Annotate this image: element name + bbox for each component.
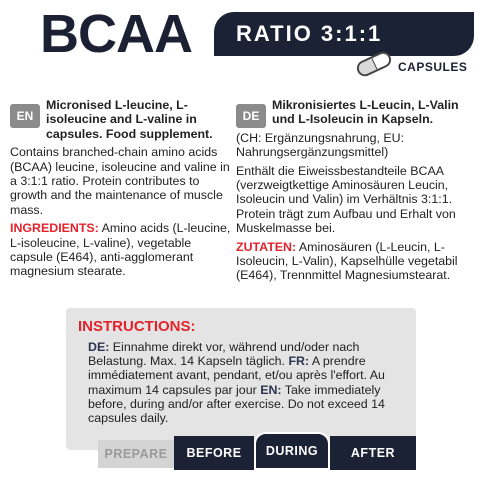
en-ingredients-text: Amino acids (L-leucine, L-isoleucine, L-valine), vegetable capsule (E464), anti-agglomerant magnesium stearate. — [10, 221, 231, 279]
en-ingredients-label: INGREDIENTS: — [10, 221, 99, 236]
de-subheading: (CH: Ergänzungsnahrung, EU: Nahrungsergänzungsmittel) — [236, 130, 405, 160]
tab-during: DURING — [254, 432, 330, 470]
english-column — [10, 98, 232, 279]
product-title: BCAA — [40, 4, 192, 64]
tab-before: BEFORE — [174, 436, 254, 470]
de-heading: Mikronisiertes L-Leucin, L-Valin und L-Isoleucin in Kapseln. — [272, 98, 459, 127]
tab-prepare: PREPARE — [98, 440, 174, 468]
capsules-label: CAPSULES — [398, 60, 468, 74]
instr-en-label: EN: — [260, 382, 282, 397]
de-description: Enthält die Eiweissbestandteile BCAA (verzweigtkettige Aminosäuren Leucin, Isoleucin und Valin) im Verhältnis 3:1:1. Protein trägt zum Aufbau und Erhalt von Muskelmasse bei. — [236, 163, 456, 236]
de-ingredients-text: Aminosäuren (L-Leucin, L-Isoleucin, L-Valin), Kapselhülle vegetabil (E464), Trennmittel Magnesiumstearat. — [236, 239, 458, 283]
instr-fr-text: A prendre immédiatement avant, pendant, et/ou après l'effort. Au maximum 14 capsules par jour — [88, 354, 385, 397]
ratio-banner: RATIO 3:1:1 — [214, 12, 474, 56]
de-ingredients-label: ZUTATEN: — [236, 239, 297, 254]
instr-en-text: Take immediately before, during and/or after exercise. Do not exceed 14 capsules daily. — [88, 382, 385, 426]
en-badge: EN — [10, 104, 40, 128]
en-ingredients — [10, 221, 232, 279]
en-heading: Micronised L-leucine, L-isoleucine and L-valine in capsules. Food supplement. — [46, 98, 213, 141]
instructions-text — [88, 340, 408, 425]
en-description: Contains branched-chain amino acids (BCAA) leucine, isoleucine and valine in a 3:1:1 ratio. Protein contributes to growth and the maintenance of muscle mass. — [10, 145, 230, 217]
de-badge: DE — [236, 104, 266, 128]
instr-de-text: Einnahme direkt vor, während und/oder nach Belastung. Max. 14 Kapseln täglich. — [88, 340, 360, 369]
de-ingredients — [236, 240, 476, 283]
instr-fr-label: FR: — [288, 354, 310, 369]
tab-after: AFTER — [330, 436, 416, 470]
instructions-title: INSTRUCTIONS: — [78, 318, 196, 335]
german-column — [236, 98, 476, 283]
instr-de-label: DE: — [88, 340, 110, 354]
